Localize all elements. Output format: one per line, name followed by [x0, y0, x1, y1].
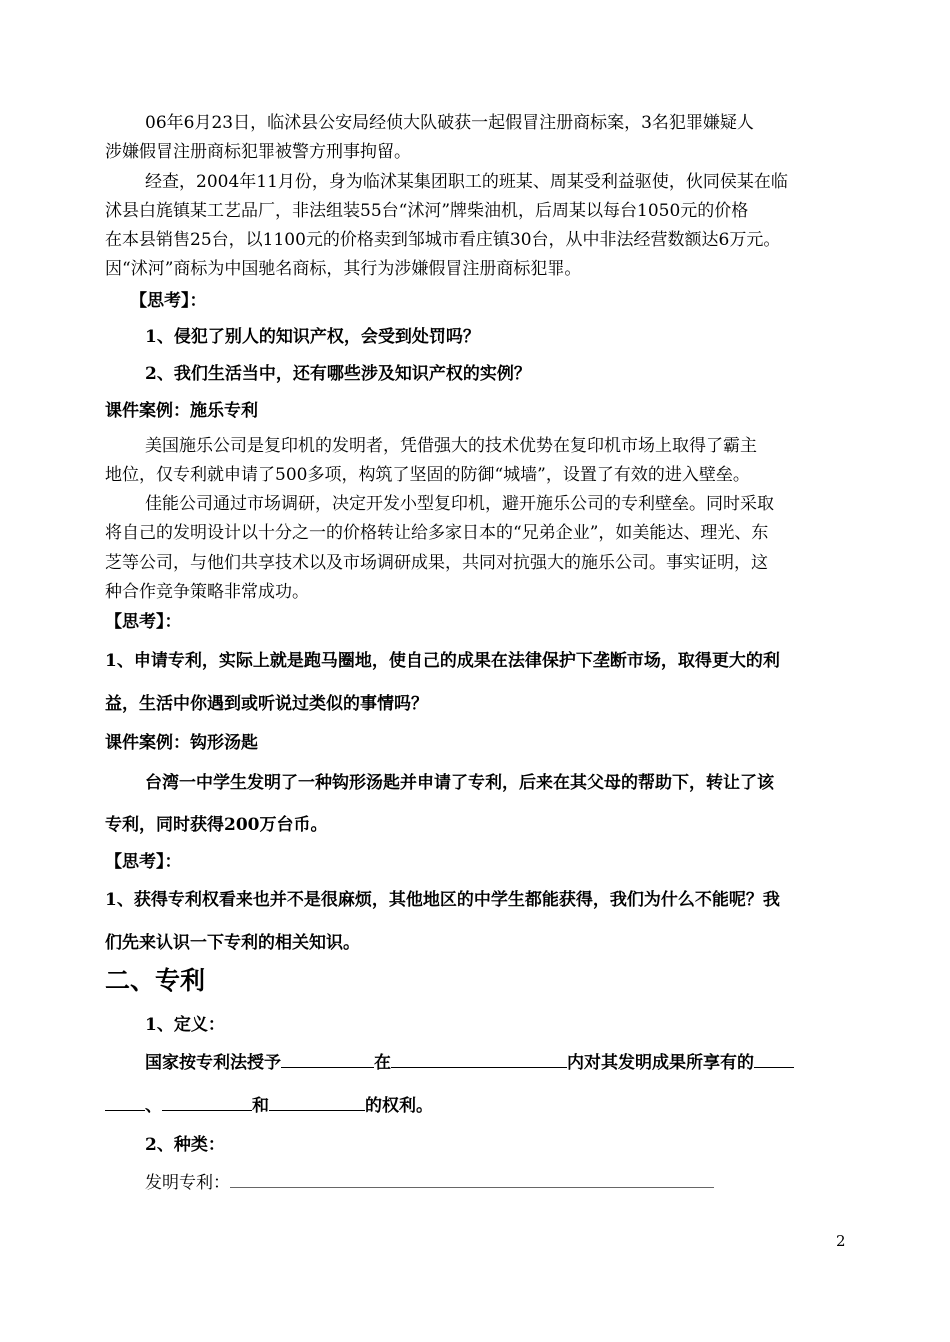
blank-field-3[interactable]	[754, 1049, 794, 1068]
case1-paragraph1-line1: 06年6月23日，临沭县公安局经侦大队破获一起假冒注册商标案，3名犯罪嫌疑人	[145, 113, 754, 133]
definition-text-e: 和	[252, 1096, 269, 1116]
definition-text-a: 国家按专利法授予	[145, 1053, 281, 1073]
case1-question1: 1、侵犯了别人的知识产权，会受到处罚吗？	[145, 327, 480, 347]
case2-question1-line2: 益，生活中你遇到或听说过类似的事情吗？	[105, 694, 428, 714]
invention-patent-line	[145, 1169, 714, 1195]
section-title: 二、专利	[105, 966, 206, 995]
case2-paragraph2-line1: 佳能公司通过市场调研，决定开发小型复印机，避开施乐公司的专利壁垒。同时采取	[145, 494, 774, 514]
case1-question2: 2、我们生活当中，还有哪些涉及知识产权的实例？	[145, 364, 531, 384]
definition-line1	[145, 1049, 794, 1075]
invention-patent-blank[interactable]	[230, 1169, 714, 1188]
blank-field-2[interactable]	[391, 1049, 567, 1068]
case2-paragraph2-line4: 种合作竞争策略非常成功。	[105, 582, 309, 602]
definition-label: 1、定义：	[145, 1015, 225, 1035]
case3-paragraph1-line2: 专利，同时获得200万台币。	[105, 815, 328, 835]
case3-question1-line2: 们先来认识一下专利的相关知识。	[105, 933, 360, 953]
case2-heading: 课件案例：施乐专利	[105, 401, 258, 421]
definition-text-d: 、	[145, 1096, 162, 1116]
blank-field-4[interactable]	[162, 1092, 252, 1111]
definition-text-b: 在	[374, 1053, 391, 1073]
case2-paragraph1-line1: 美国施乐公司是复印机的发明者，凭借强大的技术优势在复印机市场上取得了霸主	[145, 436, 757, 456]
kinds-label: 2、种类：	[145, 1135, 225, 1155]
case3-paragraph1-line1: 台湾一中学生发明了一种钩形汤匙并申请了专利，后来在其父母的帮助下，转让了该	[145, 773, 774, 793]
page-number: 2	[836, 1232, 846, 1250]
case2-paragraph2-line3: 芝等公司，与他们共享技术以及市场调研成果，共同对抗强大的施乐公司。事实证明，这	[105, 553, 768, 573]
case1-think-heading: 【思考】：	[130, 291, 207, 311]
blank-field-1[interactable]	[281, 1049, 374, 1068]
case2-question1-line1: 1、申请专利，实际上就是跑马圈地，使自己的成果在法律保护下垄断市场，取得更大的利	[105, 651, 780, 671]
definition-text-f: 的权利。	[365, 1096, 433, 1116]
case3-question1-line1: 1、获得专利权看来也并不是很麻烦，其他地区的中学生都能获得，我们为什么不能呢？我	[105, 890, 780, 910]
definition-text-c: 内对其发明成果所享有的	[567, 1053, 754, 1073]
case3-think-heading: 【思考】：	[105, 852, 182, 872]
case1-paragraph2-line4: 因“沭河”商标为中国驰名商标，其行为涉嫌假冒注册商标犯罪。	[105, 259, 582, 279]
case1-paragraph1-line2: 涉嫌假冒注册商标犯罪被警方刑事拘留。	[105, 142, 411, 162]
case1-paragraph2-line2: 沭县白旄镇某工艺品厂，非法组装55台“沭河”牌柴油机，后周某以每台1050元的价格	[105, 201, 749, 221]
case2-paragraph2-line2: 将自己的发明设计以十分之一的价格转让给多家日本的“兄弟企业”，如美能达、理光、东	[105, 523, 769, 543]
invention-patent-label: 发明专利：	[145, 1173, 230, 1193]
blank-field-5[interactable]	[269, 1092, 365, 1111]
case2-think-heading: 【思考】：	[105, 612, 182, 632]
case3-heading: 课件案例：钩形汤匙	[105, 733, 258, 753]
case1-paragraph2-line1: 经查，2004年11月份，身为临沭某集团职工的班某、周某受利益驱使，伙同侯某在临	[145, 172, 788, 192]
definition-line2	[105, 1092, 433, 1118]
blank-field-3-continued[interactable]	[105, 1092, 145, 1111]
case2-paragraph1-line2: 地位，仅专利就申请了500多项，构筑了坚固的防御“城墙”，设置了有效的进入壁垒。	[105, 465, 750, 485]
case1-paragraph2-line3: 在本县销售25台，以1100元的价格卖到邹城市看庄镇30台，从中非法经营数额达6万元。	[105, 230, 781, 250]
